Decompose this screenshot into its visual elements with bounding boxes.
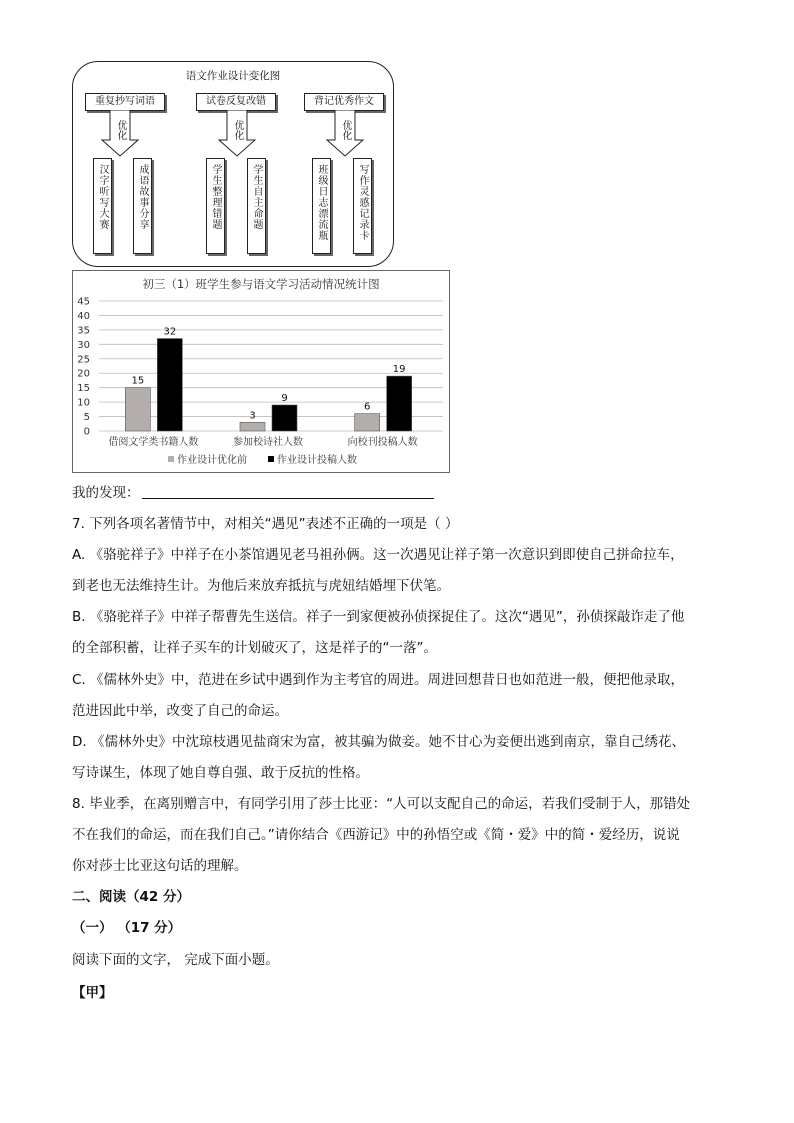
item-box: 写作灵感记录卡 [353,158,372,254]
top-box-3: 背记优秀作文 [304,93,384,111]
bar-before [355,414,380,431]
homework-design-diagram [72,61,394,267]
option-d-line2: 写诗谋生，体现了她自尊自强、敢于反抗的性格。 [72,765,369,781]
diagram-title: 语文作业设计变化图 [185,70,281,82]
data-label: 9 [281,393,288,404]
chart-svg [73,271,449,472]
optimize-label: 优化 [232,120,243,140]
activity-bar-chart [72,270,450,473]
y-tick-label: 35 [77,325,90,337]
bar-after [272,405,297,431]
y-tick-label: 25 [77,354,90,366]
section-heading: 二、阅读（42 分） [72,889,190,905]
legend-label: 作业设计投稿人数 [277,455,357,466]
chart-title: 初三（1）班学生参与语文学习活动情况统计图 [142,277,380,291]
option-d-line1: D. 《儒林外史》中沈琼枝遇见盐商宋为富，被其骗为做妾。她不甘心为妾便出逃到南京，靠自己绣花、 [72,734,685,750]
y-tick-label: 40 [77,310,90,322]
y-tick-label: 0 [83,426,90,438]
y-tick-label: 15 [77,383,90,395]
optimize-label: 优化 [340,120,351,140]
data-label: 19 [392,364,406,376]
data-label: 3 [249,410,256,422]
question-8-line1: 8. 毕业季，在离别赠言中，有同学引用了莎士比亚：“人可以支配自己的命运，若我们受制于人，那错处 [72,796,691,812]
bar-after [157,339,182,431]
bar-before [125,388,150,431]
x-tick-label: 向校刊投稿人数 [347,437,418,448]
question-8-line2: 不在我们的命运，而在我们自己。”请你结合《西游记》中的孙悟空或《简・爱》中的简・爱经历，说说 [72,827,680,843]
option-a-line2: 到老也无法维持生计。为他后来放弃抵抗与虎妞结婚埋下伏笔。 [72,578,450,594]
top-box-2: 试卷反复改错 [196,93,276,111]
discovery-line [72,483,434,503]
optimize-label: 优化 [115,120,126,140]
data-label: 32 [163,326,177,338]
legend-label: 作业设计优化前 [177,455,247,466]
passage-label: 【甲】 [72,985,113,1001]
item-box: 班级日志漂流瓶 [312,158,331,254]
legend-swatch [168,456,174,462]
question-8-line3: 你对莎士比亚这句话的理解。 [72,858,248,874]
y-tick-label: 5 [83,412,90,424]
item-box: 学生自主命题 [247,158,266,254]
y-tick-label: 45 [77,296,90,308]
option-a-line1: A. 《骆驼祥子》中祥子在小茶馆遇见老马祖孙俩。这一次遇见让祥子第一次意识到即使自己拼命拉车， [72,547,684,563]
bar-before [240,422,265,431]
data-label: 15 [131,375,145,387]
option-b-line1: B. 《骆驼祥子》中祥子帮曹先生送信。祥子一到家便被孙侦探捉住了。这次“遇见”，孙侦探敲诈走了他 [72,609,685,625]
top-box-1: 重复抄写词语 [85,93,165,111]
data-label: 6 [363,401,371,413]
answer-blank[interactable] [142,484,434,499]
y-tick-label: 20 [77,368,90,380]
item-box: 学生整理错题 [206,158,225,254]
bar-after [387,376,412,431]
option-c-line1: C. 《儒林外史》中，范进在乡试中遇到作为主考官的周进。周进回想昔日也如范进一般，便把他录取， [72,672,685,688]
x-tick-label: 借阅文学类书籍人数 [108,437,199,448]
item-box: 成语故事分享 [133,158,152,254]
option-c-line2: 范进因此中举，改变了自己的命运。 [72,703,288,719]
question-7: 7. 下列各项名著情节中，对相关“遇见”表述不正确的一项是（ ） [72,516,459,532]
part-heading: （一） （17 分） [72,920,182,936]
y-tick-label: 10 [77,397,90,409]
y-tick-label: 30 [77,339,90,351]
discovery-label: 我的发现： [72,485,140,501]
x-tick-label: 参加校诗社人数 [233,437,303,448]
item-box: 汉字听写大赛 [93,158,112,254]
legend-swatch [268,456,274,462]
reading-instruction: 阅读下面的文字， 完成下面小题。 [72,952,279,968]
option-b-line2: 的全部积蓄，让祥子买车的计划破灭了，这是祥子的“一落”。 [72,640,437,656]
